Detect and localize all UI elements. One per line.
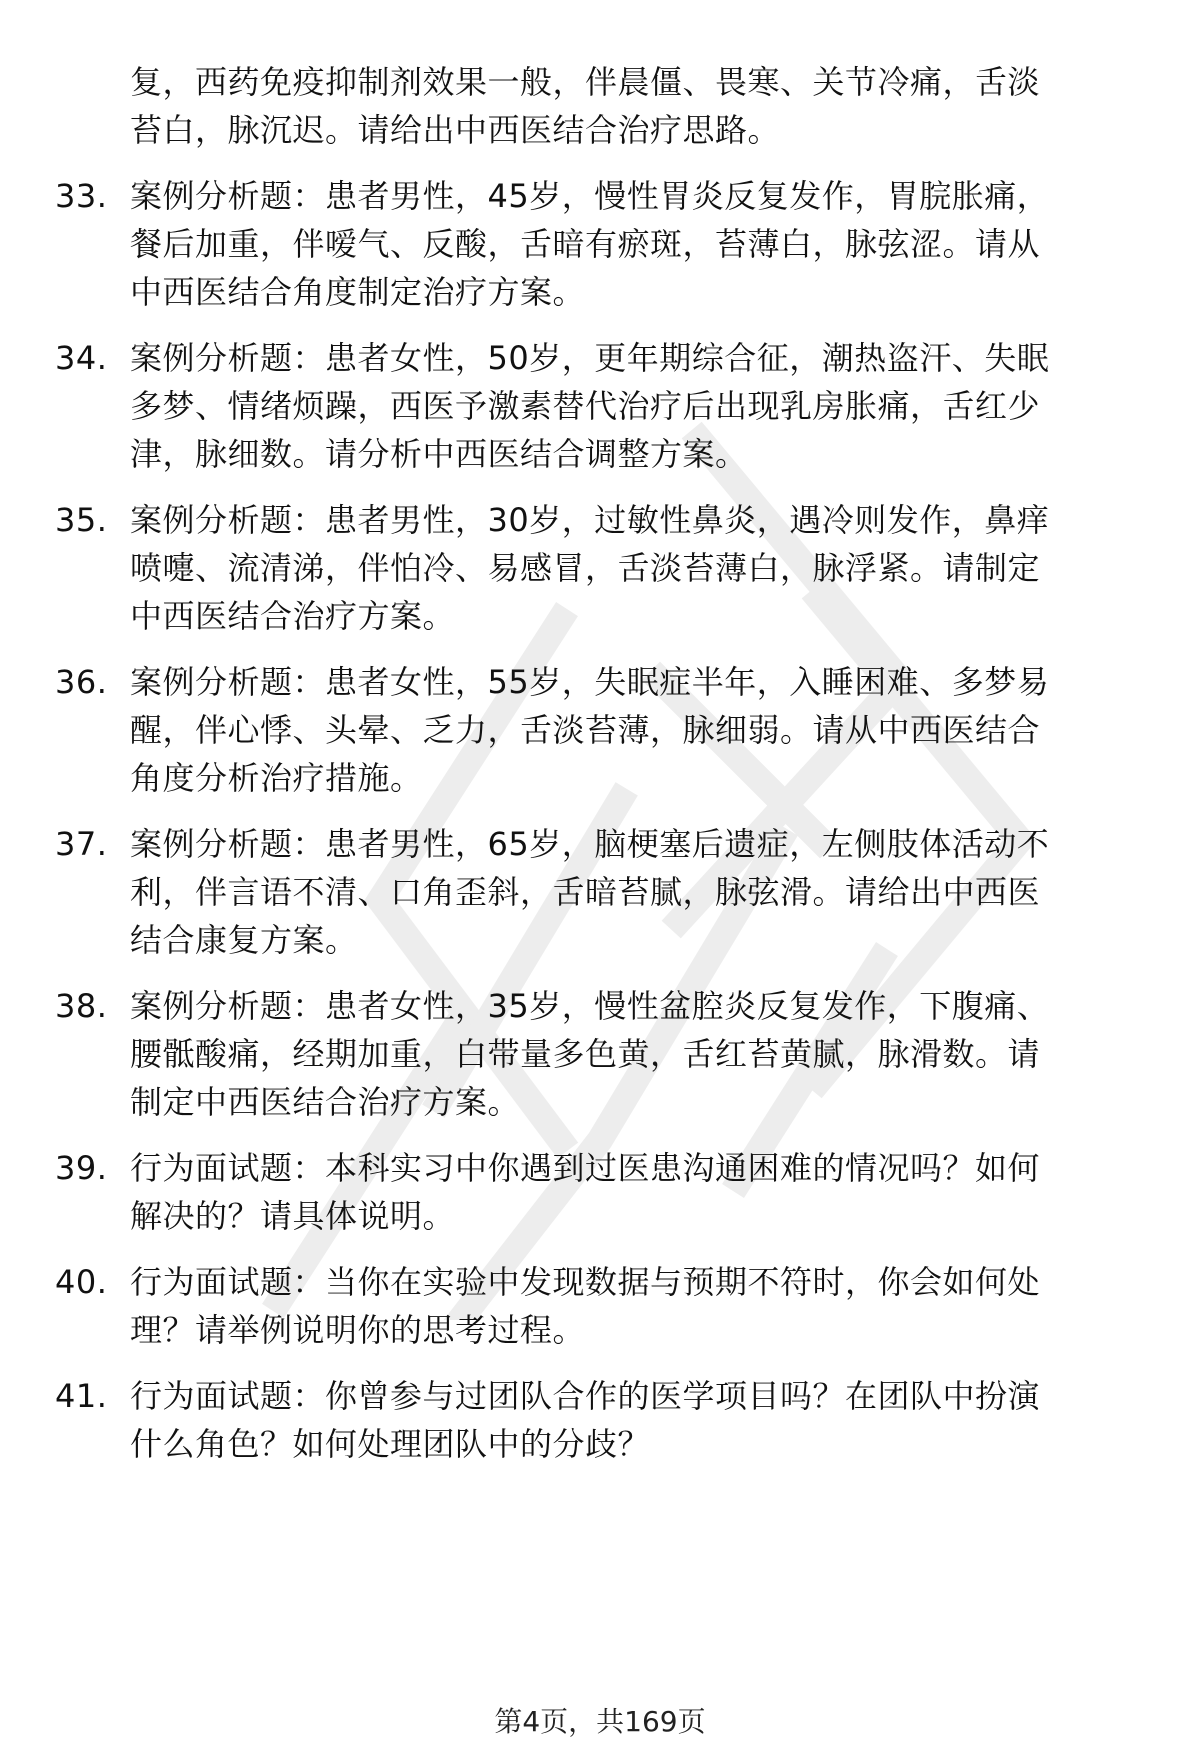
question-number: 40. [55,1263,108,1301]
question-number: 34. [55,339,108,377]
question-number: 35. [55,501,108,539]
continuation-paragraph [130,58,1150,154]
text-line: 案例分析题：患者男性，45岁，慢性胃炎反复发作，胃脘胀痛， [130,177,1050,215]
text-line: 什么角色？如何处理团队中的分歧？ [130,1425,651,1463]
text-line: 案例分析题：患者女性，50岁，更年期综合征，潮热盗汗、失眠 [130,339,1050,377]
text-line: 喷嚏、流清涕，伴怕冷、易感冒，舌淡苔薄白，脉浮紧。请制定 [130,549,1041,587]
text-line: 解决的？请具体说明。 [130,1197,456,1235]
text-line: 餐后加重，伴嗳气、反酸，舌暗有瘀斑，苔薄白，脉弦涩。请从 [130,225,1041,263]
text-line: 理？请举例说明你的思考过程。 [130,1311,586,1349]
text-line: 醒，伴心悸、头晕、乏力，舌淡苔薄，脉细弱。请从中西医结合 [130,711,1041,749]
text-line: 结合康复方案。 [130,921,358,959]
page-footer [0,1702,1200,1742]
text-line: 制定中西医结合治疗方案。 [130,1083,521,1121]
text-line: 行为面试题：当你在实验中发现数据与预期不符时，你会如何处 [130,1263,1041,1301]
question-text [130,496,1150,640]
text-line: 角度分析治疗措施。 [130,759,423,797]
text-line: 行为面试题：你曾参与过团队合作的医学项目吗？在团队中扮演 [130,1377,1041,1415]
question-number: 39. [55,1149,108,1187]
question-number: 33. [55,177,108,215]
text-line: 行为面试题：本科实习中你遇到过医患沟通困难的情况吗？如何 [130,1149,1041,1187]
text-line: 案例分析题：患者男性，65岁，脑梗塞后遗症，左侧肢体活动不 [130,825,1050,863]
text-line: 腰骶酸痛，经期加重，白带量多色黄，舌红苔黄腻，脉滑数。请 [130,1035,1041,1073]
question-text [130,334,1150,478]
question-number: 36. [55,663,108,701]
text-line: 中西医结合治疗方案。 [130,597,456,635]
text-line: 多梦、情绪烦躁，西医予激素替代治疗后出现乳房胀痛，舌红少 [130,387,1041,425]
question-text [130,982,1150,1126]
question-number: 38. [55,987,108,1025]
question-text [130,172,1150,316]
text-line: 案例分析题：患者男性，30岁，过敏性鼻炎，遇冷则发作，鼻痒 [130,501,1050,539]
text-line: 津，脉细数。请分析中西医结合调整方案。 [130,435,748,473]
text-line: 苔白，脉沉迟。请给出中西医结合治疗思路。 [130,111,781,149]
page-number-label: 第4页，共169页 [494,1705,706,1738]
question-number: 37. [55,825,108,863]
question-text [130,1372,1150,1468]
text-line: 中西医结合角度制定治疗方案。 [130,273,586,311]
text-line: 案例分析题：患者女性，55岁，失眠症半年，入睡困难、多梦易 [130,663,1050,701]
question-text [130,1258,1150,1354]
question-text [130,820,1150,964]
text-line: 复，西药免疫抑制剂效果一般，伴晨僵、畏寒、关节冷痛，舌淡 [130,63,1041,101]
question-text [130,658,1150,802]
text-line: 利，伴言语不清、口角歪斜，舌暗苔腻，脉弦滑。请给出中西医 [130,873,1041,911]
text-line: 案例分析题：患者女性，35岁，慢性盆腔炎反复发作，下腹痛、 [130,987,1050,1025]
question-text [130,1144,1150,1240]
question-number: 41. [55,1377,108,1415]
